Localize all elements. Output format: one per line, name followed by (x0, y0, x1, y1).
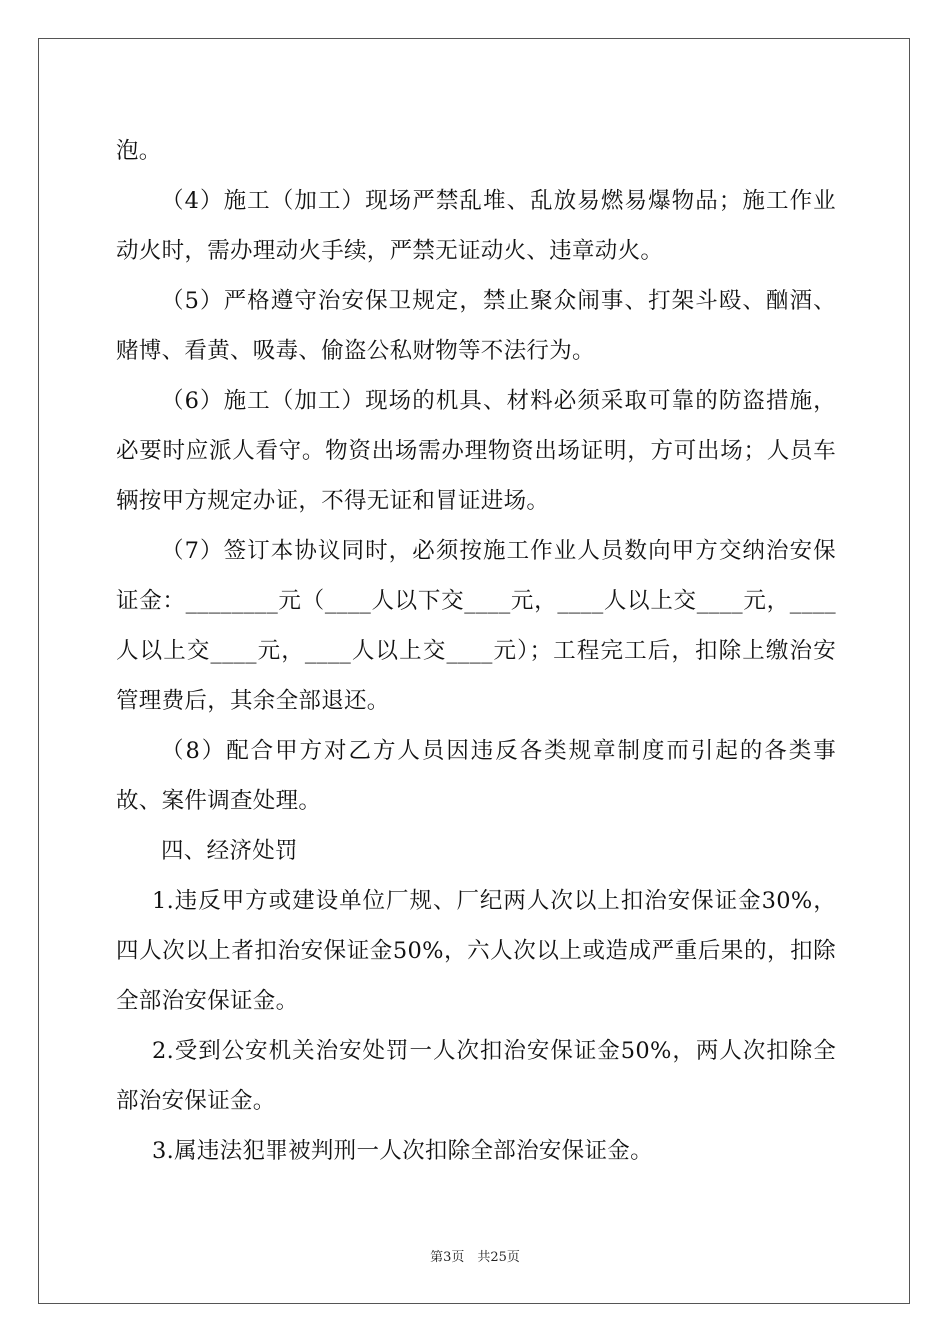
penalty-clause-3: 3.属违法犯罪被判刑一人次扣除全部治安保证金。 (152, 1138, 653, 1164)
penalty-clause-2: 2.受到公安机关治安处罚一人次扣治安保证金50%，两人次扣除全部治安保证金。 (116, 1038, 836, 1114)
document-body (116, 126, 836, 1176)
section-heading-penalties: 四、经济处罚 (161, 838, 298, 864)
paragraph-item-7: （7）签订本协议同时，必须按施工作业人员数向甲方交纳治安保证金：________元（____人以下交____元，____人以上交____元，____人以上交____元，____人以上交____元）；工程完工后，扣除上缴治安管理费后，其余全部退还。 (116, 538, 836, 714)
paragraph-item-4: （4）施工（加工）现场严禁乱堆、乱放易燃易爆物品；施工作业动火时，需办理动火手续，严禁无证动火、违章动火。 (116, 188, 836, 264)
paragraph-item-6: （6）施工（加工）现场的机具、材料必须采取可靠的防盗措施，必要时应派人看守。物资出场需办理物资出场证明，方可出场；人员车辆按甲方规定办证，不得无证和冒证进场。 (116, 388, 836, 514)
paragraph-item-8: （8）配合甲方对乙方人员因违反各类规章制度而引起的各类事故、案件调查处理。 (116, 738, 836, 814)
paragraph-continuation: 泡。 (116, 138, 162, 164)
page-footer: 第3页 共25页 (430, 1250, 520, 1265)
paragraph-item-5: （5）严格遵守治安保卫规定，禁止聚众闹事、打架斗殴、酗酒、赌博、看黄、吸毒、偷盗公私财物等不法行为。 (116, 288, 836, 364)
penalty-clause-1: 1.违反甲方或建设单位厂规、厂纪两人次以上扣治安保证金30%，四人次以上者扣治安保证金50%，六人次以上或造成严重后果的，扣除全部治安保证金。 (116, 888, 836, 1014)
